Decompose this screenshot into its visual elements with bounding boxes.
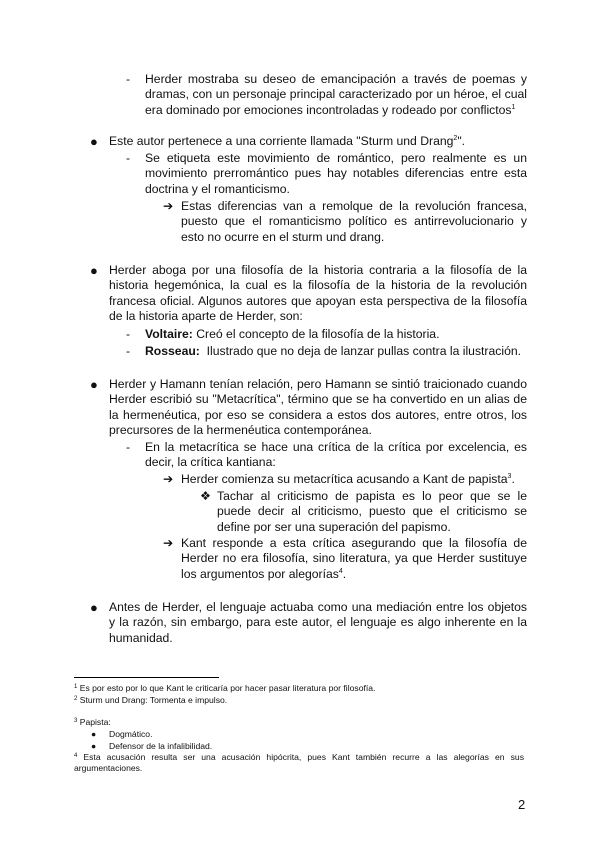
list-item — [109, 377, 527, 438]
dash-marker: - — [126, 344, 131, 358]
item-text: Herder aboga por una filosofía de la historia contraria a la filosofía de la historia hegemónica, la cual es la filosofía de la historia de la revolución francesa oficial. Algunos autores que apoyan esta perspectiva de la filosofía de la historia aparte de Herder, son: — [109, 263, 527, 323]
item-text: En la metacrítica se hace una crítica de la crítica por excelencia, es decir, la crítica kantiana: — [145, 440, 527, 470]
item-text: Herder y Hamann tenían relación, pero Hamann se sintió traicionado cuando Herder escribió su "Metacrítica", término que se ha convertido en un alias de la hermenéutica, por eso se considera a estos dos autores, entre otros, los precursores de la hermenéutica contemporánea. — [109, 377, 527, 437]
footnote-divider — [74, 677, 219, 678]
list-item — [109, 263, 527, 324]
dash-marker: - — [126, 72, 131, 86]
dash-marker: - — [126, 440, 131, 454]
bullet-marker: ● — [90, 377, 98, 392]
list-item — [145, 440, 527, 471]
dash-marker: - — [126, 327, 131, 341]
footnote-subitem: Defensor de la infalibilidad. — [109, 741, 213, 751]
footnote-ref[interactable]: 4 — [338, 567, 343, 575]
footnote — [74, 717, 524, 728]
list-item — [145, 151, 527, 197]
item-text: Antes de Herder, el lenguaje actuaba como una mediación entre los objetos y la razón, sin embargo, para este autor, el lenguaje es algo inherente en la humanidad. — [109, 600, 527, 645]
list-item — [145, 327, 527, 342]
item-text: Ilustrado que no deja de lanzar pullas contra la ilustración. — [199, 344, 522, 358]
page-number: 2 — [518, 797, 526, 812]
footnote-ref[interactable]: 1 — [511, 103, 516, 111]
arrow-marker: ➔ — [163, 536, 174, 550]
list-item — [145, 344, 527, 359]
list-item — [109, 600, 527, 646]
footnote-text: Es por esto por lo que Kant le criticaría por hacer pasar literatura por filosofía. — [77, 683, 376, 693]
list-item — [181, 536, 527, 582]
bullet-marker: ● — [90, 134, 98, 149]
list-item — [181, 199, 527, 245]
item-text-end: . — [342, 566, 347, 581]
footnote — [74, 695, 524, 706]
footnote-subitem-marker: ● — [91, 741, 97, 751]
item-text: Herder mostraba su deseo de emancipación a través de poemas y dramas, con un personaje principal caracterizado por un héroe, el cual era dominado por emociones incontroladas y rodeado por conflictos — [145, 72, 527, 117]
diamond-marker: ❖ — [200, 489, 211, 503]
list-item — [217, 489, 527, 535]
footnote-ref[interactable]: 3 — [507, 473, 512, 480]
item-text-end: ". — [457, 134, 466, 148]
footnote-number: 1 — [74, 684, 78, 690]
item-text: Estas diferencias van a remolque de la revolución francesa, puesto que el romanticismo político es antirrevolucionario y esto no ocurre en el sturm und drang. — [181, 199, 527, 244]
bullet-marker: ● — [90, 600, 98, 615]
item-text: Creó el concepto de la filosofía de la historia. — [192, 327, 440, 341]
item-text: Tachar al criticismo de papista es lo peor que se le puede decir al criticismo, puesto que el criticismo se define por ser una superación del papismo. — [217, 489, 527, 534]
footnote-text: Sturm und Drang: Tormenta e impulso. — [77, 695, 228, 705]
list-item — [145, 72, 527, 118]
item-text: Se etiqueta este movimiento de romántico, pero realmente es un movimiento prerromántico pues hay notables diferencias entre esta doctrina y el romanticismo. — [145, 151, 527, 196]
arrow-marker: ➔ — [163, 199, 174, 213]
footnote-ref[interactable]: 2 — [453, 135, 458, 142]
footnote-number: 3 — [74, 718, 78, 724]
list-item — [109, 134, 529, 149]
arrow-marker: ➔ — [163, 472, 174, 486]
item-text: Este autor pertenece a una corriente llamada "Sturm und Drang — [109, 134, 454, 148]
item-bold-label: Voltaire: — [145, 327, 193, 341]
footnote-text: Esta acusación resulta ser una acusación hipócrita, pues Kant también recurre a las alegorías en sus argumentaciones. — [74, 752, 524, 773]
bullet-marker: ● — [90, 263, 98, 278]
footnote-text: Papista: — [77, 717, 111, 727]
item-text: Herder comienza su metacrítica acusando a Kant de papista — [181, 472, 508, 486]
item-text-end: . — [511, 472, 515, 486]
footnote-number: 2 — [74, 696, 78, 702]
footnote — [74, 683, 524, 694]
footnote — [74, 752, 524, 774]
footnote-number: 4 — [74, 753, 78, 759]
dash-marker: - — [126, 151, 131, 165]
item-bold-label: Rosseau: — [145, 344, 200, 358]
footnote-subitem: Dogmático. — [109, 729, 153, 739]
item-text: Kant responde a esta crítica asegurando que la filosofía de Herder no era filosofía, sino literatura, ya que Herder sustituye los argumentos por alegorías — [181, 536, 527, 581]
footnote-subitem-marker: ● — [91, 729, 97, 739]
list-item — [181, 472, 527, 487]
